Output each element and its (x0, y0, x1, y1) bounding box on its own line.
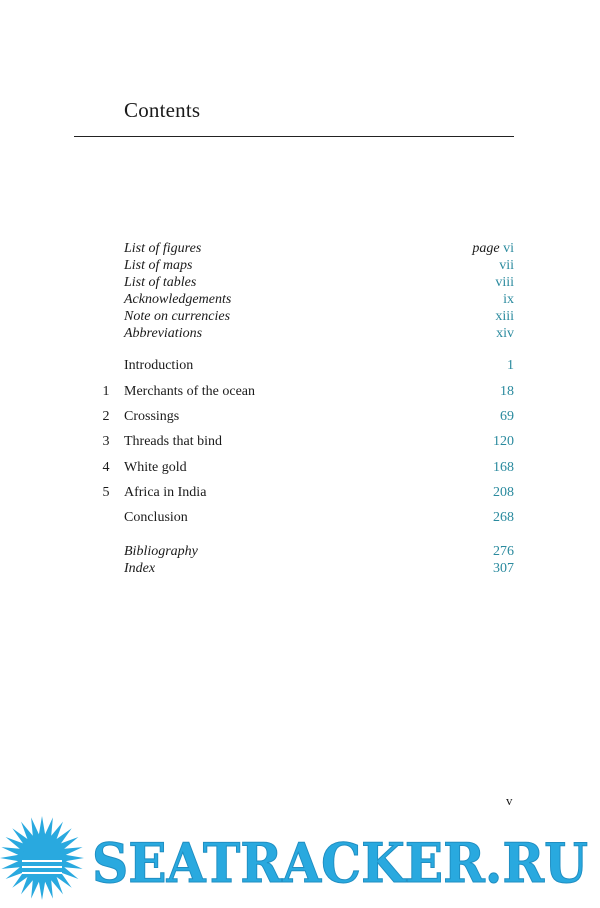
toc-entry-title: Bibliography (124, 544, 198, 559)
chapter-page[interactable]: 268 (493, 510, 514, 525)
toc-entry[interactable] (100, 308, 514, 325)
toc-entry-page[interactable]: 276 (493, 544, 514, 559)
toc-entry[interactable] (100, 325, 514, 342)
toc-entry-title: List of tables (124, 275, 197, 290)
toc-entry[interactable] (100, 560, 514, 577)
chapter-title: Threads that bind (124, 434, 222, 449)
toc-entry[interactable] (100, 274, 514, 291)
toc-entry-title: List of figures (124, 241, 202, 256)
toc-entry[interactable] (100, 240, 514, 257)
chapter-title: Crossings (124, 409, 180, 424)
chapter-title: Introduction (124, 358, 194, 373)
page-title: Contents (124, 98, 201, 122)
chapter-page[interactable]: 168 (493, 460, 514, 475)
chapter-number: 5 (102, 485, 110, 500)
toc-chapter[interactable] (100, 459, 514, 476)
watermark-text: SEATRACKER.RU (92, 831, 588, 895)
toc-entry-page[interactable]: xiv (496, 326, 514, 341)
watermark (0, 812, 600, 903)
chapter-page[interactable]: 1 (507, 358, 514, 373)
page-prefix: page (472, 241, 500, 256)
chapter-title: White gold (124, 460, 187, 475)
toc-chapter[interactable] (100, 408, 514, 425)
chapter-page[interactable]: 208 (493, 485, 514, 500)
toc-entry-page[interactable]: 307 (493, 561, 514, 576)
title-rule (74, 136, 514, 137)
toc-entry-title: Index (124, 561, 156, 576)
toc-entry-title: Acknowledgements (124, 292, 232, 307)
toc-chapter[interactable] (100, 383, 514, 400)
toc-entry[interactable] (100, 543, 514, 560)
toc-chapter[interactable] (100, 357, 514, 374)
watermark-graphic (0, 812, 600, 903)
toc-entry-page[interactable] (472, 240, 514, 257)
toc-entry-page[interactable]: xiii (495, 309, 514, 324)
chapter-page[interactable]: 120 (493, 434, 514, 449)
chapter-page[interactable]: 69 (500, 409, 514, 424)
chapter-number: 4 (102, 460, 110, 475)
toc-entry-page[interactable]: ix (503, 292, 514, 307)
toc-entry-title: Abbreviations (124, 326, 203, 341)
toc-entry-page[interactable]: viii (495, 275, 514, 290)
toc-chapter[interactable] (100, 433, 514, 450)
chapter-title: Africa in India (124, 485, 207, 500)
toc-entry-title: List of maps (124, 258, 193, 273)
toc-chapter[interactable] (100, 484, 514, 501)
chapter-title: Merchants of the ocean (124, 384, 255, 399)
page-number[interactable]: vi (503, 241, 514, 256)
chapter-number: 2 (102, 409, 110, 424)
toc-entry[interactable] (100, 291, 514, 308)
sun-burst-icon (0, 816, 84, 900)
toc-entry-page[interactable]: vii (499, 258, 514, 273)
toc-entry-title: Note on currencies (124, 309, 231, 324)
toc-entry[interactable] (100, 257, 514, 274)
page-folio: v (506, 793, 513, 808)
chapter-number: 1 (102, 384, 110, 399)
chapter-title: Conclusion (124, 510, 188, 525)
chapter-page[interactable]: 18 (500, 384, 514, 399)
chapter-number: 3 (102, 434, 110, 449)
toc-chapter[interactable] (100, 509, 514, 526)
